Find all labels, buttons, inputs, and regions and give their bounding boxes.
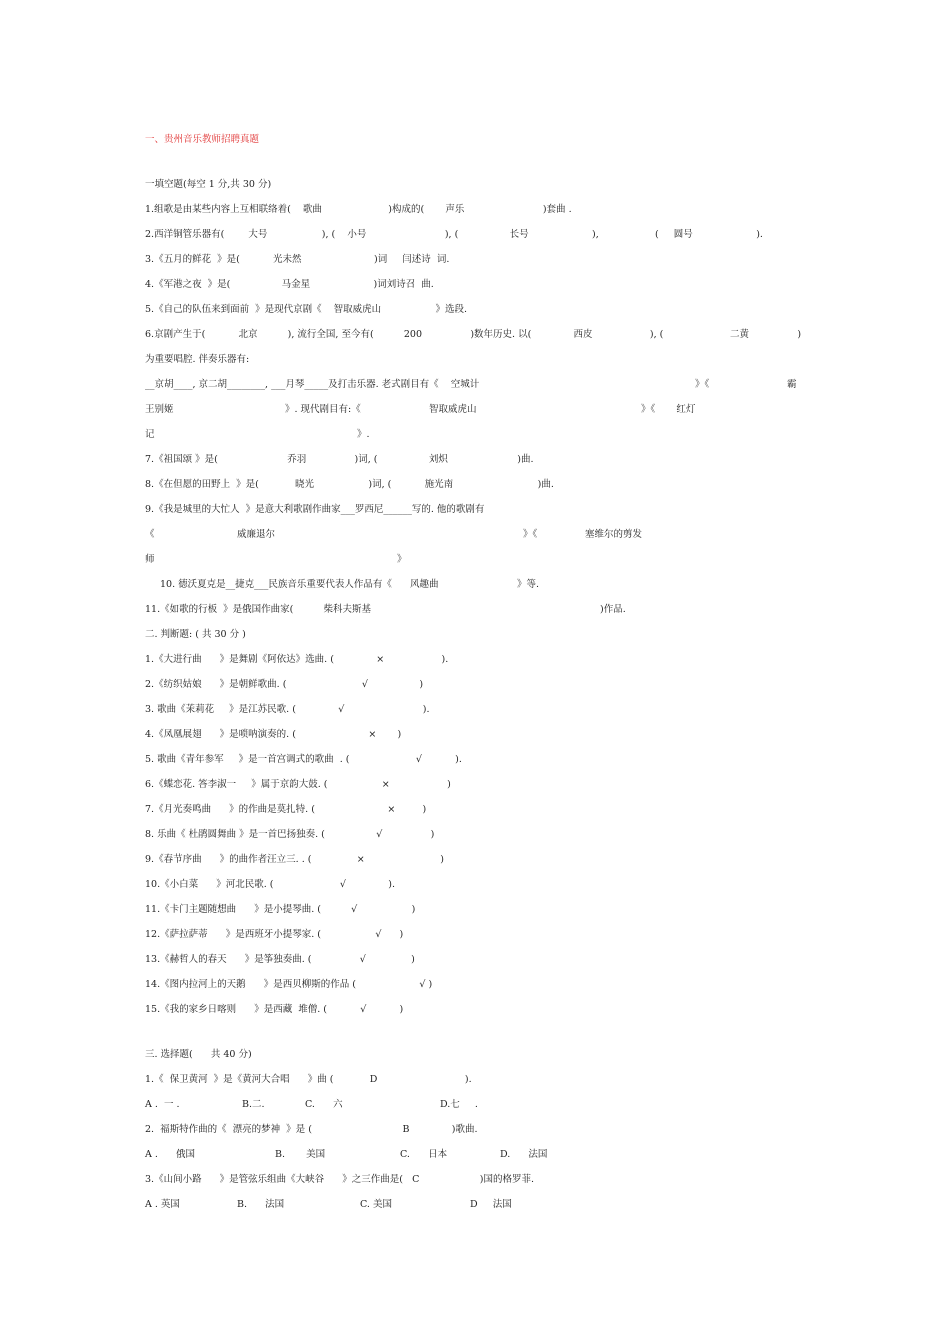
text-line: 2.西洋铜管乐器有( 大号 ), ( 小号 ), ( 长号 ), <box>145 229 599 240</box>
text-line: C. 六 <box>305 1099 343 1110</box>
text-line: 9.《春节序曲 》的曲作者汪立三. . ( × ) <box>145 854 444 865</box>
text-line: 一填空题(每空 1 分,共 30 分) <box>145 179 272 190</box>
text-line: 2.《纺织姑娘 》是朝鲜歌曲. ( √ ) <box>145 679 424 690</box>
text-line: 智取威虎山 <box>429 404 477 415</box>
text-line: 6.《蝶恋花. 答李淑一 》属于京韵大鼓. ( × ) <box>145 779 451 790</box>
text-line: A . 英国 <box>145 1199 180 1210</box>
text-line: 师 <box>145 554 155 565</box>
document-title: 一、贵州音乐教师招聘真题 <box>145 134 260 145</box>
text-line: 2. 福斯特作曲的《 漂亮的梦神 》是 ( B )歌曲. <box>145 1124 478 1135</box>
text-line: D 法国 <box>470 1199 512 1210</box>
text-line: 霸 <box>787 379 797 390</box>
text-line: 12.《萨拉萨蒂 》是西班牙小提琴家. ( √ ) <box>145 929 404 940</box>
text-line: 3. 歌曲《茉莉花 》是江苏民歌. ( √ ). <box>145 704 430 715</box>
text-line: 为重要唱腔. 伴奏乐器有: <box>145 354 250 365</box>
text-line: 7.《月光奏鸣曲 》的作曲是莫扎特. ( × ) <box>145 804 427 815</box>
text-line: 8. 乐曲《 杜鹃圆舞曲 》是一首巴扬独奏. ( √ ) <box>145 829 435 840</box>
text-line: C. 美国 <box>360 1199 392 1210</box>
text-line: 5. 歌曲《青年参军 》是一首宫调式的歌曲 . ( √ ). <box>145 754 462 765</box>
text-line: 9.《我是城里的大忙人 》是意大利歌剧作曲家___罗西尼______写的. 他的歌剧有 <box>145 504 485 515</box>
text-line: B.二. <box>242 1099 265 1110</box>
text-line: 4.《凤凰展翅 》是唢呐演奏的. ( × ) <box>145 729 402 740</box>
text-line: )作品. <box>600 604 626 615</box>
text-line: 二. 判断题: ( 共 30 分 ) <box>145 629 246 640</box>
text-line: 11.《卡门主题随想曲 》是小提琴曲. ( √ ) <box>145 904 416 915</box>
text-line: 4.《军港之夜 》是( 马金星 )词刘诗召 曲. <box>145 279 434 290</box>
text-line: 》《 <box>695 379 710 390</box>
text-line: 《 <box>145 529 155 540</box>
text-line: A . 俄国 <box>145 1149 196 1160</box>
text-line: 10. 德沃夏克是__捷克___民族音乐重要代表人作品有《 风趣曲 》等. <box>160 579 540 590</box>
text-line: 1.组歌是由某些内容上互相联络着( 歌曲 )构成的( 声乐 )套曲 . <box>145 204 572 215</box>
text-line: 6.京剧产生于( 北京 ), 流行全国, 至今有( 200 )数年历史. 以( 西皮 ), ( <box>145 329 664 340</box>
text-line: 10.《小白菜 》河北民歌. ( √ ). <box>145 879 395 890</box>
text-line: 》 <box>397 554 407 565</box>
text-line: 11.《如歌的行板 》是俄国作曲家( 柴科夫斯基 <box>145 604 372 615</box>
text-line: B. 法国 <box>237 1199 285 1210</box>
text-line: 》. 现代剧目有:《 <box>285 404 361 415</box>
text-line: 8.《在但愿的田野上 》是( 晓光 )词, ( 施光南 )曲. <box>145 479 554 490</box>
text-line: 3.《山间小路 》是管弦乐组曲《大峡谷 》之三作曲是( C )国的格罗菲. <box>145 1174 534 1185</box>
text-line: 塞维尔的剪发 <box>585 529 643 540</box>
text-line: 威廉退尔 <box>237 529 276 540</box>
text-line: 》《 红灯 <box>641 404 696 415</box>
text-line: 13.《赫哲人的春天 》是筝独奏曲. ( √ ) <box>145 954 415 965</box>
text-line: 5.《自己的队伍来到面前 》是现代京剧《 智取威虎山 》选段. <box>145 304 468 315</box>
text-line: 1.《大进行曲 》是舞剧《阿依达》选曲. ( × ). <box>145 654 449 665</box>
text-line: 王别姬 <box>145 404 174 415</box>
text-line: 记 <box>145 429 155 440</box>
text-line: A . 一 . <box>145 1099 180 1110</box>
text-line: 》. <box>357 429 370 440</box>
text-line: 二黄 ) <box>730 329 802 340</box>
text-line: ( 圆号 ). <box>655 229 763 240</box>
text-line: D. 法国 <box>500 1149 548 1160</box>
text-line: 》《 <box>523 529 538 540</box>
text-line: 三. 选择题( 共 40 分) <box>145 1049 252 1060</box>
text-line: C. 日本 <box>400 1149 448 1160</box>
text-line: B. 美国 <box>275 1149 326 1160</box>
text-line: D.七 . <box>440 1099 478 1110</box>
text-line: 14.《图内拉河上的天鹅 》是西贝柳斯的作品 ( √ ) <box>145 979 433 990</box>
text-line: 3.《五月的鲜花 》是( 光未然 )词 闫述诗 词. <box>145 254 450 265</box>
text-line: 1.《 保卫黄河 》是《黄河大合唱 》曲 ( D ). <box>145 1074 472 1085</box>
text-line: __京胡____, 京二胡________, ___月琴_____及打击乐器. 老式剧目有《 空城计 <box>145 379 480 390</box>
text-line: 15.《我的家乡日喀则 》是西藏 堆僧. ( √ ) <box>145 1004 404 1015</box>
text-line: 7.《祖国颂 》是( 乔羽 )词, ( 刘炽 )曲. <box>145 454 534 465</box>
